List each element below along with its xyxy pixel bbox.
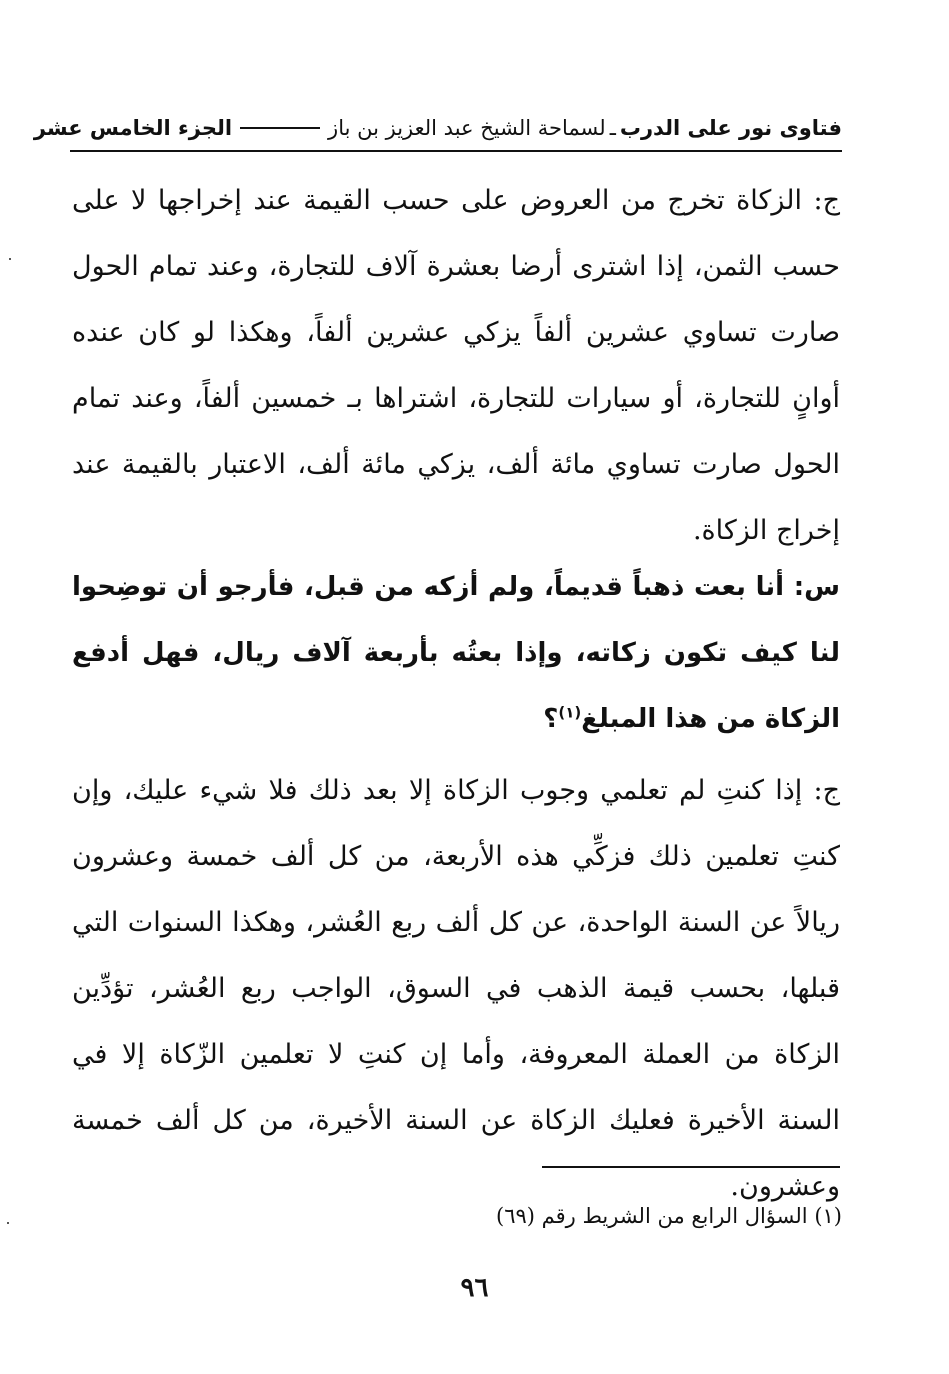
answer-paragraph-2	[72, 758, 840, 1220]
footnote-text: السؤال الرابع من الشريط رقم (٦٩)	[495, 1204, 808, 1228]
answer-text: إذا كنتِ لم تعلمي وجوب الزكاة إلا بعد ذلك فلا شيء عليك، وإن كنتِ تعلمين ذلك فزكِّي هذه الأربعة، من كل ألف خمسة وعشرون ريالاً عن السنة الواحدة، عن كل ألف ربع العُشر، وهكذا السنوات التي قبلها، بحسب قيمة الذهب في السوق، الواجب ربع العُشر، تؤدِّين الزكاة من العملة المعروفة، وأما إن كنتِ لا تعلمين الزّكاة إلا في السنة الأخيرة فعليك الزكاة عن السنة الأخيرة، من كل ألف خمسة وعشرون.	[72, 775, 840, 1202]
answer-label: ج:	[813, 185, 840, 216]
header-book-title: فتاوى نور على الدرب	[619, 116, 842, 140]
header-dash-line	[240, 127, 320, 129]
running-header	[33, 108, 842, 148]
footnote-marker: (١)	[814, 1204, 842, 1228]
answer-text: الزكاة تخرج من العروض على حسب القيمة عند إخراجها لا على حسب الثمن، إذا اشترى أرضا بعشرة آلاف للتجارة، وعند تمام الحول صارت تساوي عشرين ألفاً يزكي عشرين ألفاً، وهكذا لو كان عنده أوانٍ للتجارة، أو سيارات للتجارة، اشتراها بـ خمسين ألفاً، وعند تمام الحول صارت تساوي مائة ألف، يزكي مائة ألف، الاعتبار بالقيمة عند إخراج الزكاة.	[72, 185, 840, 546]
footnote-rule	[542, 1166, 840, 1168]
footnote-reference: (١)	[558, 703, 582, 722]
question-text: أنا بعت ذهباً قديماً، ولم أزكه من قبل، فأرجو أن توضِحوا لنا كيف تكون زكاته، وإذا بعتُه بأربعة آلاف ريال، فهل أدفع الزكاة من هذا المبلغ	[72, 572, 840, 734]
question-paragraph	[72, 554, 840, 752]
answer-paragraph-1	[72, 168, 840, 564]
scan-speck	[7, 1222, 9, 1224]
footnote	[400, 1196, 842, 1236]
header-part: الجزء الخامس عشر	[33, 116, 233, 140]
header-rule	[70, 150, 842, 152]
page-number: ٩٦	[460, 1273, 489, 1303]
header-author: لسماحة الشيخ عبد العزيز بن باز	[328, 116, 606, 140]
header-separator: ـ	[609, 116, 616, 140]
answer-label: ج:	[813, 775, 840, 806]
question-label: س:	[793, 572, 840, 602]
question-end-mark: ؟	[543, 704, 559, 734]
scan-speck	[9, 258, 11, 260]
header-book-info	[232, 108, 842, 148]
